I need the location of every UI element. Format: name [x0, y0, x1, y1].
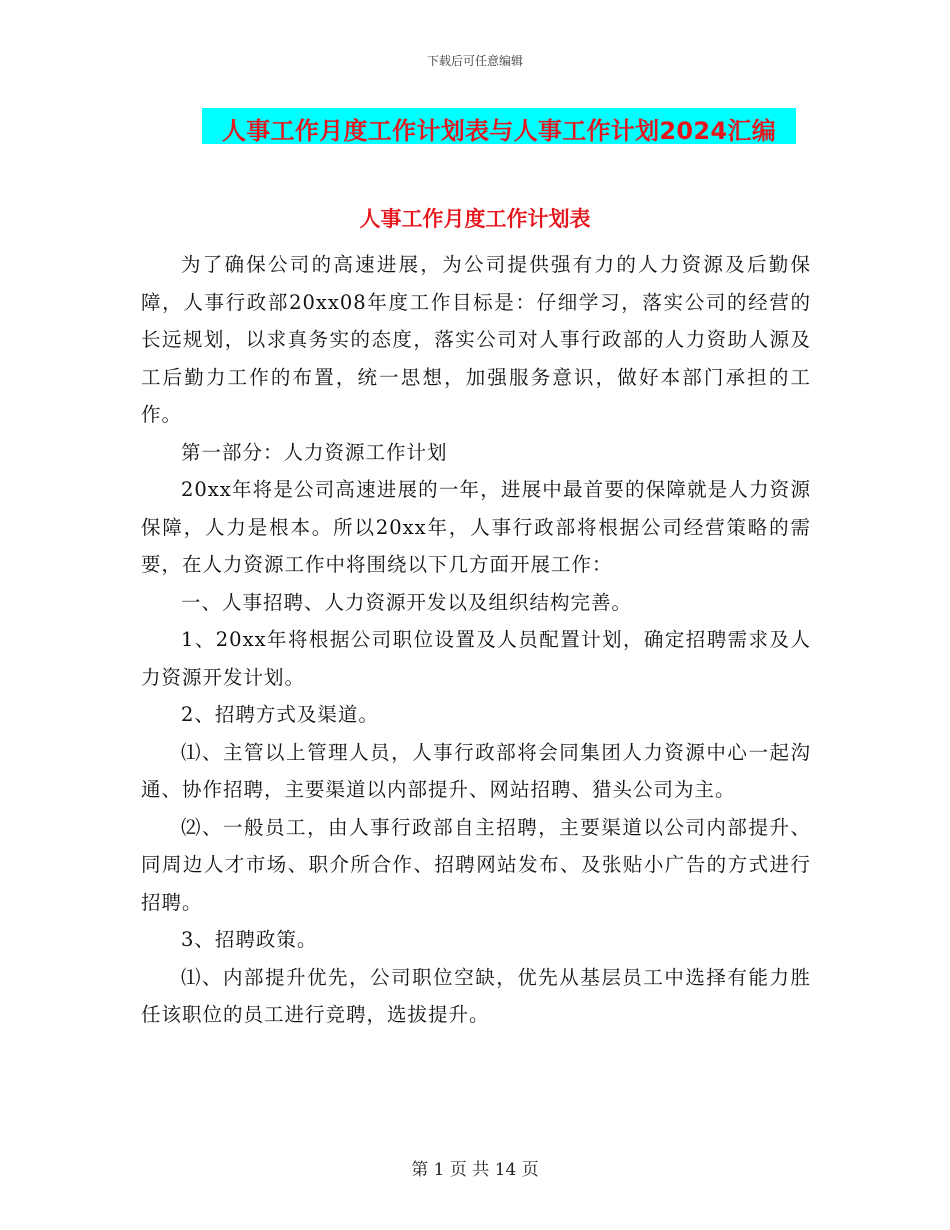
- document-title: 人事工作月度工作计划表与人事工作计划2024汇编: [222, 117, 776, 145]
- paragraph: 1、20xx年将根据公司职位设置及人员配置计划，确定招聘需求及人力资源开发计划。: [141, 628, 811, 689]
- page-number: 第 1 页 共 14 页: [411, 1160, 539, 1180]
- header-note: 下载后可任意编辑: [426, 54, 523, 68]
- paragraph: 第一部分：人力资源工作计划: [180, 440, 448, 464]
- paragraph: 20xx年将是公司高速进展的一年，进展中最首要的保障就是人力资源保障，人力是根本。所以20xx年，人事行政部将根据公司经营策略的需要，在人力资源工作中将围绕以下几方面开展工作：: [141, 478, 811, 576]
- paragraph: 2、招聘方式及渠道。: [180, 703, 379, 726]
- paragraph: ⑴、主管以上管理人员，人事行政部将会同集团人力资源中心一起沟通、协作招聘，主要渠道以内部提升、网站招聘、猎头公司为主。: [141, 740, 811, 801]
- paragraph: 一、人事招聘、人力资源开发以及组织结构完善。: [180, 590, 632, 614]
- paragraph: ⑴、内部提升优先，公司职位空缺，优先从基层员工中选择有能力胜任该职位的员工进行竞聘，选拔提升。: [141, 965, 811, 1026]
- document-body: [141, 246, 811, 1034]
- paragraph: 为了确保公司的高速进展，为公司提供强有力的人力资源及后勤保障，人事行政部20xx08年度工作目标是：仔细学习，落实公司的经营的长远规划，以求真务实的态度，落实公司对人事行政部的人力资助人源及工后勤力工作的布置，统一思想，加强服务意识，做好本部门承担的工作。: [141, 253, 811, 426]
- paragraph: ⑵、一般员工，由人事行政部自主招聘，主要渠道以公司内部提升、同周边人才市场、职介所合作、招聘网站发布、及张贴小广告的方式进行招聘。: [141, 815, 811, 914]
- paragraph: 3、招聘政策。: [180, 928, 318, 951]
- section-title: 人事工作月度工作计划表: [359, 207, 591, 231]
